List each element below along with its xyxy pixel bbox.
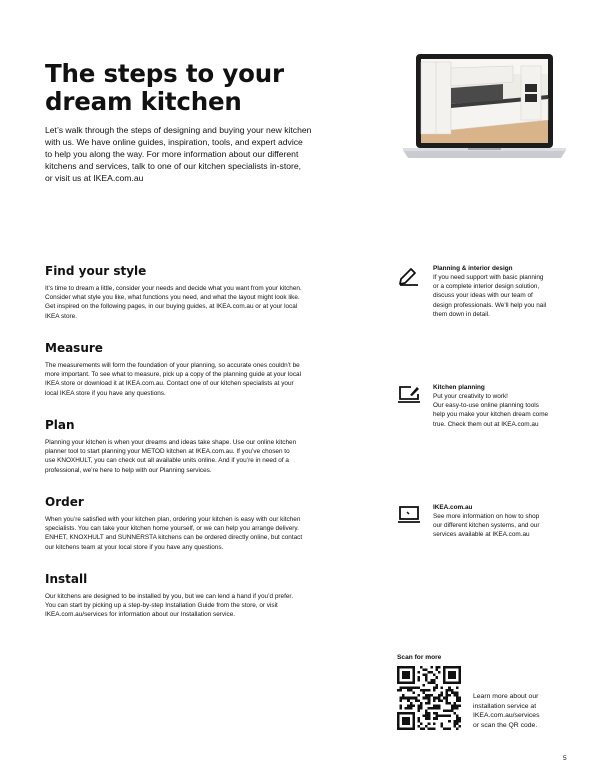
section-body bbox=[45, 284, 365, 321]
laptop-kitchen-render-image bbox=[403, 54, 566, 164]
body-line: local IKEA store if you have any questions. bbox=[45, 389, 166, 397]
body-line: or scan the QR code. bbox=[473, 722, 538, 730]
section-heading: Plan bbox=[45, 418, 75, 432]
pencil-icon bbox=[397, 264, 421, 286]
planner-screen-icon bbox=[397, 383, 421, 405]
body-line: specialists. You can take your kitchen home yourself, or we can help you arrange delivery. bbox=[45, 525, 299, 533]
body-line: or a complete interior design solution, bbox=[433, 283, 540, 291]
body-line: true. Check them out at IKEA.com.au bbox=[433, 420, 539, 428]
body-line: ENHET, KNOXHULT and SUNNERSTA kitchens can be ordered directly online, but contact bbox=[45, 534, 303, 542]
body-line: If you need support with basic planning bbox=[433, 274, 544, 281]
body-line: Consider what style you like, what functions you need, and what the layout might look like. bbox=[45, 294, 300, 302]
section-heading: Find your style bbox=[45, 264, 147, 278]
section-measure bbox=[45, 341, 365, 398]
body-line: See more information on how to shop bbox=[433, 513, 540, 520]
aside-body bbox=[433, 392, 573, 429]
body-line: The measurements will form the foundation of your planning, so accurate ones couldn’t be bbox=[45, 362, 300, 369]
intro-line: or visit us at IKEA.com.au bbox=[45, 173, 144, 183]
aside-body bbox=[433, 512, 573, 540]
intro-text bbox=[45, 124, 365, 184]
body-line: Learn more about our bbox=[473, 693, 539, 700]
body-line: IKEA.com.au/services bbox=[473, 712, 540, 720]
body-line: It’s time to dream a little, consider your needs and decide what you want from your kitchen. bbox=[45, 285, 302, 292]
aside-heading: IKEA.com.au bbox=[433, 504, 473, 511]
body-line: IKEA store. bbox=[45, 312, 77, 320]
title-line: dream kitchen bbox=[45, 87, 242, 116]
body-line: services available at IKEA.com.au bbox=[433, 531, 530, 539]
body-line: more important. To see what to measure, pick up a copy of the planning guide at your local bbox=[45, 371, 302, 379]
body-line: Put your creativity to work! bbox=[433, 393, 508, 400]
section-find-your-style bbox=[45, 264, 365, 321]
section-body bbox=[45, 438, 365, 475]
intro-line: with us. We have online guides, inspiration, tools, and expert advice bbox=[45, 137, 303, 147]
body-line: planner tool to start planning your METOD kitchen at IKEA.com.au. If you’ve chosen to bbox=[45, 448, 290, 456]
body-line: design professionals. We’ll help you nail bbox=[433, 301, 547, 309]
body-line: use KNOXHULT, you can check out all available units online. And if you’re in need of a bbox=[45, 457, 289, 465]
body-line: Planning your kitchen is when your dreams and ideas take shape. Use our online kitchen bbox=[45, 439, 297, 446]
body-line: When you’re satisfied with your kitchen plan, ordering your kitchen is easy with our kitchen bbox=[45, 516, 301, 523]
aside-heading: Kitchen planning bbox=[433, 384, 485, 391]
qr-code[interactable] bbox=[397, 666, 461, 730]
aside-heading: Planning & interior design bbox=[433, 265, 513, 272]
section-heading: Measure bbox=[45, 341, 103, 355]
body-line: discuss your ideas with our team of bbox=[433, 292, 533, 300]
body-line: You can start by picking up a step-by-step Installation Guide from the store, or visit bbox=[45, 602, 278, 610]
body-line: installation service at bbox=[473, 702, 537, 710]
scan-text bbox=[473, 692, 539, 731]
laptop-icon bbox=[397, 503, 421, 525]
aside-body bbox=[433, 273, 573, 319]
section-heading: Install bbox=[45, 572, 88, 586]
body-line: professional, we’re here to help with our Planning services. bbox=[45, 466, 212, 474]
body-line: Our easy-to-use online planning tools bbox=[433, 402, 539, 410]
body-line: our kitchens team at your local store if you have any questions. bbox=[45, 543, 224, 551]
title-line: The steps to your bbox=[45, 59, 284, 88]
section-body bbox=[45, 361, 365, 398]
body-line: them down in detail. bbox=[433, 310, 490, 318]
body-line: IKEA.com.au/services for information about our Installation service. bbox=[45, 611, 236, 619]
scan-title: Scan for more bbox=[397, 654, 442, 661]
page-title bbox=[45, 60, 284, 116]
section-heading: Order bbox=[45, 495, 84, 509]
intro-line: Let’s walk through the steps of designing and buying your new kitchen bbox=[45, 125, 312, 135]
section-body bbox=[45, 592, 365, 620]
section-install bbox=[45, 572, 365, 620]
body-line: help you make your kitchen dream come bbox=[433, 411, 549, 419]
intro-line: to help you along the way. For more information about our different bbox=[45, 149, 299, 159]
page-number: 5 bbox=[563, 755, 567, 762]
intro-line: kitchens and services, talk to one of our kitchen specialists in-store, bbox=[45, 161, 302, 171]
body-line: Our kitchens are designed to be installed by you, but we can lend a hand if you’d prefer. bbox=[45, 593, 293, 600]
body-line: Get inspired on the following pages, in our buying guides, at IKEA.com.au or at your local bbox=[45, 303, 298, 311]
section-body bbox=[45, 515, 365, 552]
section-order bbox=[45, 495, 365, 552]
body-line: our different kitchen systems, and our bbox=[433, 522, 540, 530]
section-plan bbox=[45, 418, 365, 475]
body-line: IKEA store or download it at IKEA.com.au. Contact one of our kitchen specialists at your bbox=[45, 380, 294, 388]
